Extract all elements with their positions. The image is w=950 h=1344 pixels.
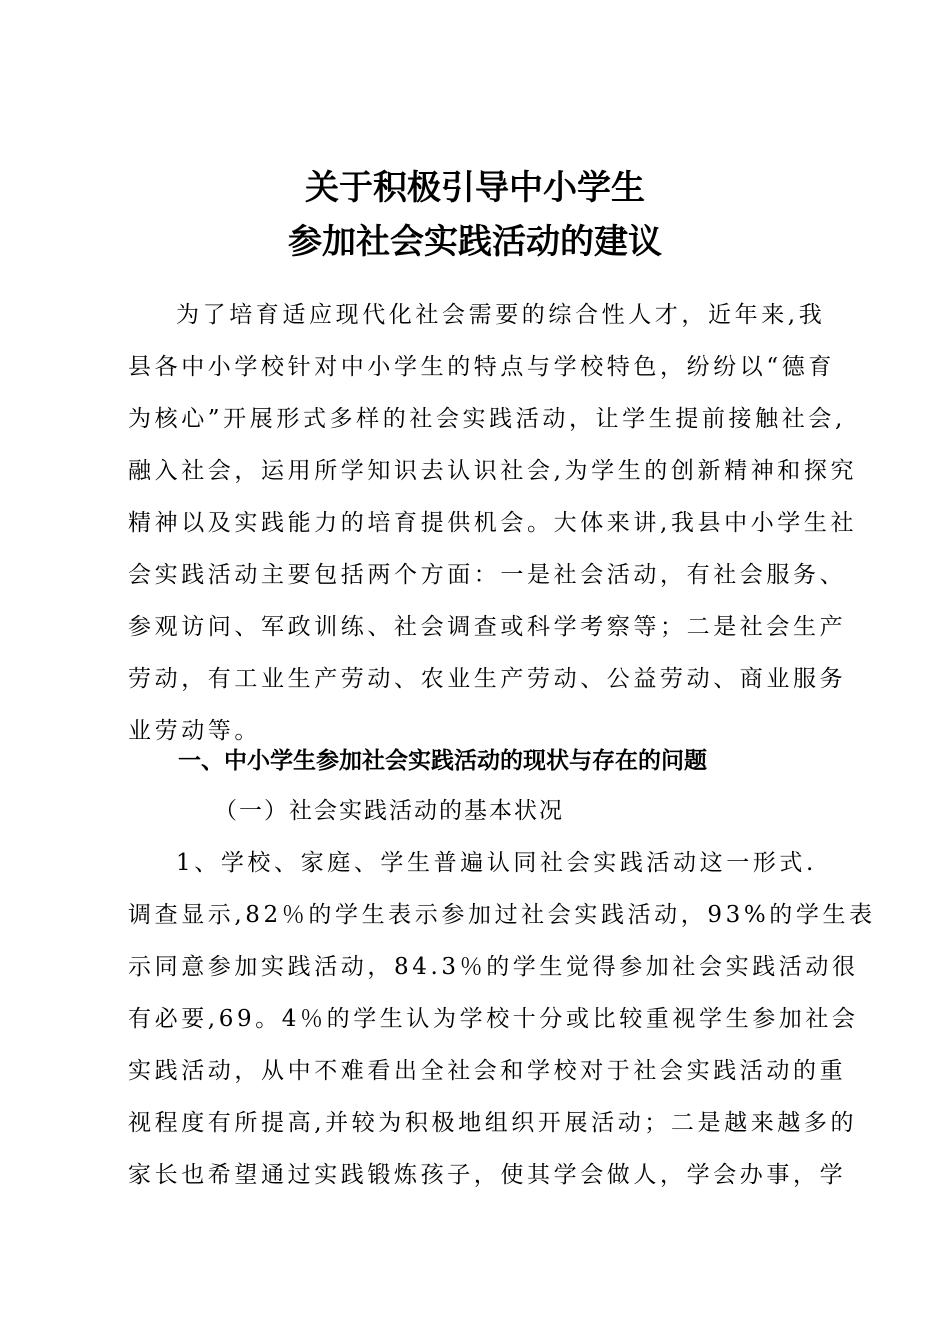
- body-line: 实践活动，从中不难看出全社会和学校对于社会实践活动的重: [128, 1058, 847, 1084]
- body-line: 示同意参加实践活动，84.3％的学生觉得参加社会实践活动很: [128, 954, 859, 980]
- intro-line: 参观访问、军政训练、社会调查或科学考察等；二是社会生产: [128, 614, 847, 640]
- body-line: 调查显示,82％的学生表示参加过社会实践活动，93%的学生表: [128, 902, 876, 928]
- body-line: 视程度有所提高,并较为积极地组织开展活动；二是越来越多的: [128, 1110, 858, 1136]
- section-heading: 一、中小学生参加社会实践活动的现状与存在的问题: [178, 748, 707, 774]
- intro-line: 为核心”开展形式多样的社会实践活动，让学生提前接触社会,: [128, 406, 846, 432]
- document-title-line-1: 关于积极引导中小学生: [305, 168, 645, 208]
- intro-line: 融入社会，运用所学知识去认识社会,为学生的创新精神和探究: [128, 458, 858, 484]
- intro-line: 业劳动等。: [128, 718, 261, 744]
- body-line: 1、学校、家庭、学生普遍认同社会实践活动这一形式.: [176, 850, 817, 876]
- document-title-line-2: 参加社会实践活动的建议: [288, 222, 662, 262]
- body-line: 家长也希望通过实践锻炼孩子，使其学会做人，学会办事，学: [128, 1162, 847, 1188]
- intro-line: 县各中小学校针对中小学生的特点与学校特色，纷纷以“德育: [128, 354, 835, 380]
- subsection-heading: （一）社会实践活动的基本状况: [214, 798, 564, 824]
- intro-line: 会实践活动主要包括两个方面：一是社会活动，有社会服务、: [128, 562, 847, 588]
- body-line: 有必要,69。4％的学生认为学校十分或比较重视学生参加社会: [128, 1006, 859, 1032]
- intro-line: 为了培育适应现代化社会需要的综合性人才，近年来,我: [176, 302, 826, 328]
- intro-line: 劳动，有工业生产劳动、农业生产劳动、公益劳动、商业服务: [128, 666, 847, 692]
- intro-line: 精神以及实践能力的培育提供机会。大体来讲,我县中小学生社: [128, 510, 858, 536]
